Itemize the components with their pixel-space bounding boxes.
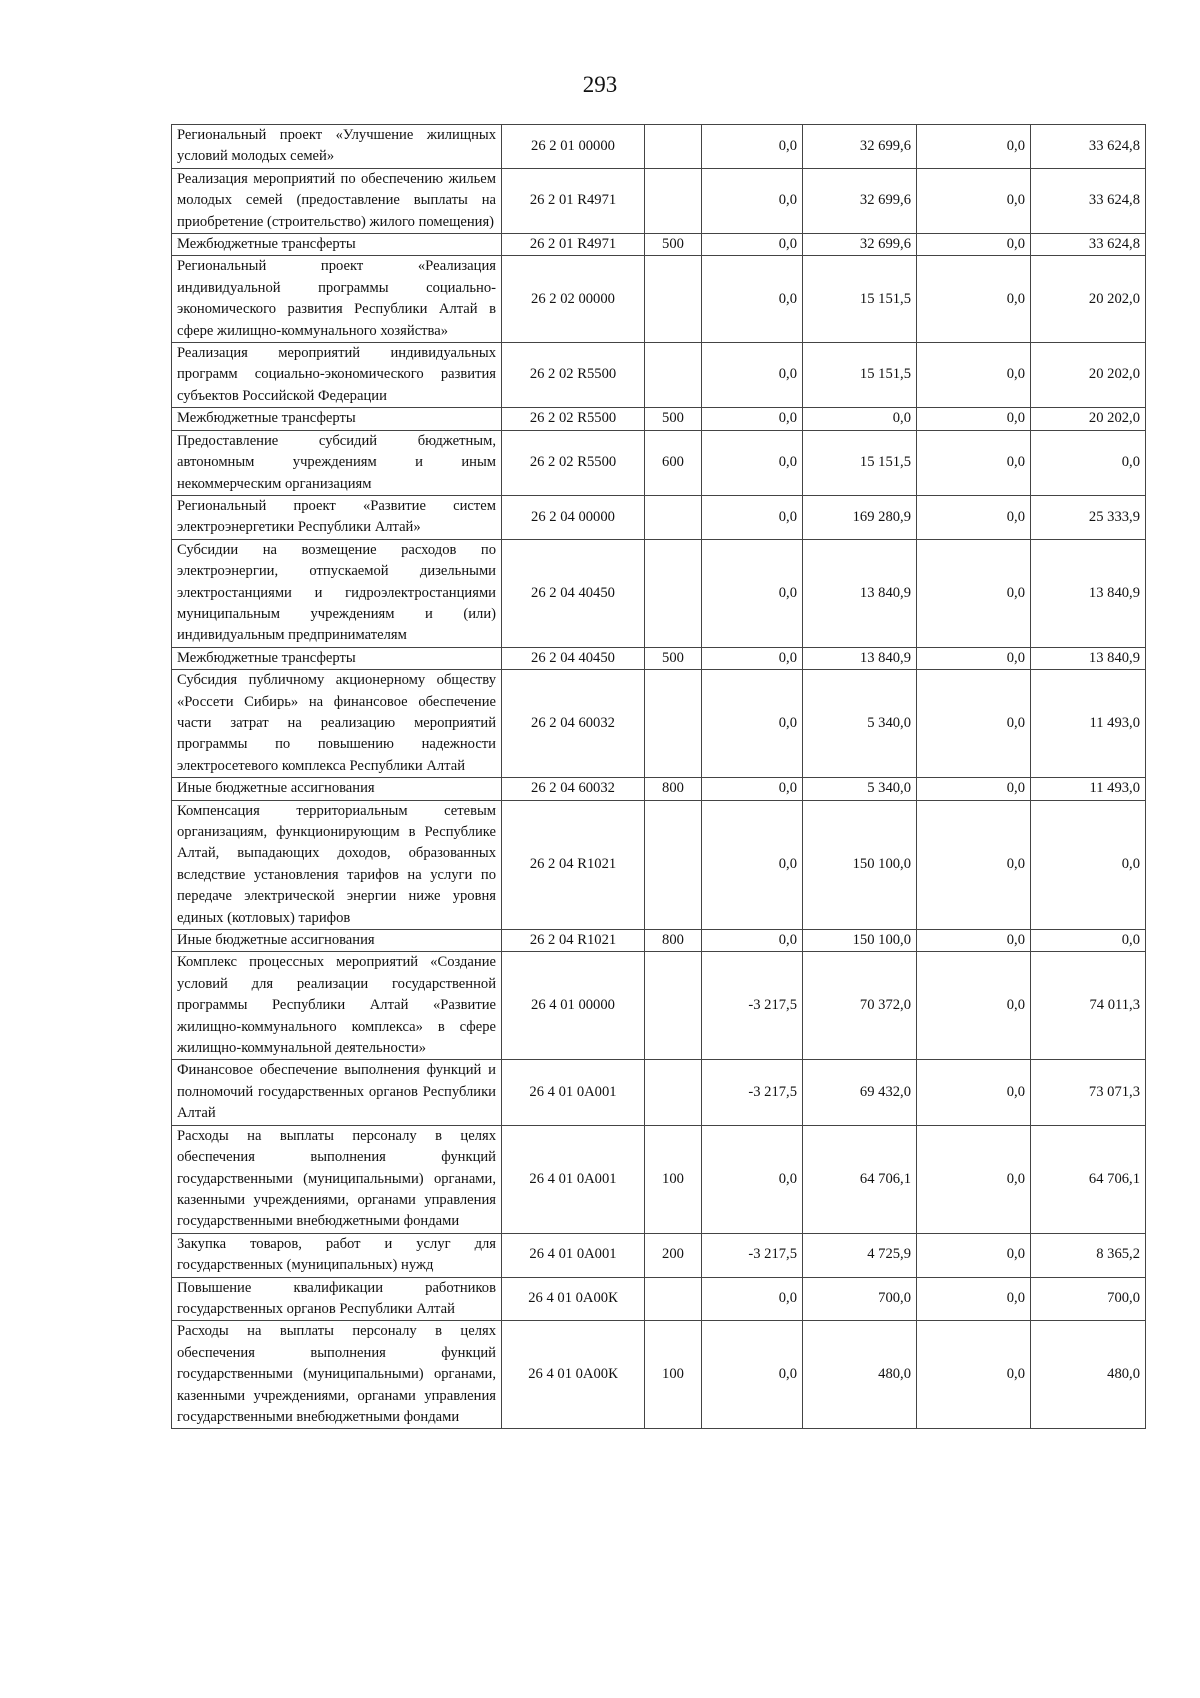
amount-year-2: 11 493,0 [1031, 670, 1146, 778]
row-name: Компенсация территориальным сетевым организациям, функционирующим в Республике Алтай, выпадающих доходов, образованных вследствие установления тарифов на услуги по передаче электрической энергии ниже уровня единых (котловых) тарифов [172, 800, 502, 929]
table-row [172, 800, 1146, 929]
target-article-code: 26 4 01 0А001 [502, 1060, 645, 1125]
expense-type-code [645, 495, 702, 539]
row-name: Иные бюджетные ассигнования [172, 930, 502, 952]
amount-change: 0,0 [702, 343, 803, 408]
row-name: Повышение квалификации работников государственных органов Республики Алтай [172, 1277, 502, 1321]
amount-year-1: 150 100,0 [803, 930, 917, 952]
row-name: Комплекс процессных мероприятий «Создание условий для реализации государственной программы Республики Алтай «Развитие жилищно-коммунального комплекса» в сфере жилищно-коммунальной деятельности» [172, 952, 502, 1060]
amount-year-2: 480,0 [1031, 1321, 1146, 1429]
amount-change-2: 0,0 [917, 234, 1031, 256]
amount-year-1: 32 699,6 [803, 168, 917, 233]
amount-year-1: 32 699,6 [803, 125, 917, 169]
amount-year-1: 70 372,0 [803, 952, 917, 1060]
amount-change: 0,0 [702, 539, 803, 647]
row-name: Субсидия публичному акционерному обществу «Россети Сибирь» на финансовое обеспечение части затрат на реализацию мероприятий программы по повышению надежности электросетевого комплекса Республики Алтай [172, 670, 502, 778]
amount-change: 0,0 [702, 495, 803, 539]
expense-type-code [645, 343, 702, 408]
amount-change: 0,0 [702, 670, 803, 778]
table-row [172, 1321, 1146, 1429]
amount-year-1: 15 151,5 [803, 256, 917, 343]
expense-type-code [645, 168, 702, 233]
amount-year-2: 11 493,0 [1031, 778, 1146, 800]
amount-year-1: 13 840,9 [803, 539, 917, 647]
table-row [172, 495, 1146, 539]
amount-year-2: 33 624,8 [1031, 125, 1146, 169]
expense-type-code [645, 125, 702, 169]
row-name: Реализация мероприятий по обеспечению жильем молодых семей (предоставление выплаты на приобретение (строительство) жилого помещения) [172, 168, 502, 233]
expense-type-code: 200 [645, 1233, 702, 1277]
amount-change: 0,0 [702, 168, 803, 233]
amount-change-2: 0,0 [917, 256, 1031, 343]
expense-type-code: 500 [645, 647, 702, 669]
amount-year-1: 15 151,5 [803, 343, 917, 408]
budget-table [171, 124, 1146, 1429]
expense-type-code: 600 [645, 430, 702, 495]
target-article-code: 26 2 04 60032 [502, 778, 645, 800]
amount-change-2: 0,0 [917, 343, 1031, 408]
table-row [172, 168, 1146, 233]
table-row [172, 647, 1146, 669]
table-row [172, 408, 1146, 430]
table-row [172, 670, 1146, 778]
row-name: Иные бюджетные ассигнования [172, 778, 502, 800]
amount-year-1: 5 340,0 [803, 670, 917, 778]
expense-type-code: 100 [645, 1321, 702, 1429]
target-article-code: 26 4 01 0А00К [502, 1321, 645, 1429]
amount-year-2: 64 706,1 [1031, 1125, 1146, 1233]
amount-change-2: 0,0 [917, 1125, 1031, 1233]
target-article-code: 26 2 04 60032 [502, 670, 645, 778]
target-article-code: 26 2 02 R5500 [502, 408, 645, 430]
amount-change-2: 0,0 [917, 778, 1031, 800]
amount-year-2: 0,0 [1031, 430, 1146, 495]
amount-year-2: 73 071,3 [1031, 1060, 1146, 1125]
amount-change-2: 0,0 [917, 1060, 1031, 1125]
amount-change: -3 217,5 [702, 1233, 803, 1277]
amount-change-2: 0,0 [917, 430, 1031, 495]
amount-year-1: 13 840,9 [803, 647, 917, 669]
target-article-code: 26 2 04 00000 [502, 495, 645, 539]
amount-change-2: 0,0 [917, 800, 1031, 929]
row-name: Региональный проект «Развитие систем электроэнергетики Республики Алтай» [172, 495, 502, 539]
expense-type-code [645, 800, 702, 929]
amount-year-2: 20 202,0 [1031, 343, 1146, 408]
table-row [172, 1233, 1146, 1277]
target-article-code: 26 2 02 R5500 [502, 430, 645, 495]
amount-change: 0,0 [702, 1125, 803, 1233]
amount-change-2: 0,0 [917, 539, 1031, 647]
table-row [172, 1125, 1146, 1233]
table-row [172, 1060, 1146, 1125]
amount-change: 0,0 [702, 256, 803, 343]
expense-type-code [645, 1277, 702, 1321]
page-number: 293 [582, 72, 618, 97]
expense-type-code: 500 [645, 234, 702, 256]
amount-year-2: 13 840,9 [1031, 647, 1146, 669]
amount-change: 0,0 [702, 800, 803, 929]
row-name: Расходы на выплаты персоналу в целях обеспечения выполнения функций государственными (муниципальными) органами, казенными учреждениями, органами управления государственными внебюджетными фондами [172, 1125, 502, 1233]
target-article-code: 26 2 01 00000 [502, 125, 645, 169]
row-name: Межбюджетные трансферты [172, 408, 502, 430]
amount-change-2: 0,0 [917, 952, 1031, 1060]
target-article-code: 26 4 01 0А001 [502, 1233, 645, 1277]
amount-change-2: 0,0 [917, 168, 1031, 233]
table-row [172, 952, 1146, 1060]
amount-year-2: 33 624,8 [1031, 234, 1146, 256]
amount-year-1: 15 151,5 [803, 430, 917, 495]
target-article-code: 26 4 01 00000 [502, 952, 645, 1060]
amount-year-1: 32 699,6 [803, 234, 917, 256]
amount-change: 0,0 [702, 234, 803, 256]
amount-change: -3 217,5 [702, 1060, 803, 1125]
amount-change-2: 0,0 [917, 1321, 1031, 1429]
amount-year-2: 700,0 [1031, 1277, 1146, 1321]
expense-type-code: 500 [645, 408, 702, 430]
amount-year-1: 64 706,1 [803, 1125, 917, 1233]
amount-year-1: 700,0 [803, 1277, 917, 1321]
amount-change-2: 0,0 [917, 495, 1031, 539]
expense-type-code: 800 [645, 930, 702, 952]
amount-change-2: 0,0 [917, 125, 1031, 169]
amount-year-2: 33 624,8 [1031, 168, 1146, 233]
table-row [172, 343, 1146, 408]
amount-change: 0,0 [702, 647, 803, 669]
target-article-code: 26 2 04 40450 [502, 539, 645, 647]
table-row [172, 430, 1146, 495]
amount-change-2: 0,0 [917, 930, 1031, 952]
amount-year-2: 20 202,0 [1031, 408, 1146, 430]
row-name: Предоставление субсидий бюджетным, автономным учреждениям и иным некоммерческим организациям [172, 430, 502, 495]
amount-change: 0,0 [702, 125, 803, 169]
row-name: Закупка товаров, работ и услуг для государственных (муниципальных) нужд [172, 1233, 502, 1277]
expense-type-code [645, 670, 702, 778]
row-name: Региональный проект «Улучшение жилищных условий молодых семей» [172, 125, 502, 169]
amount-change-2: 0,0 [917, 1233, 1031, 1277]
amount-year-1: 5 340,0 [803, 778, 917, 800]
target-article-code: 26 2 01 R4971 [502, 234, 645, 256]
target-article-code: 26 4 01 0А001 [502, 1125, 645, 1233]
row-name: Субсидии на возмещение расходов по электроэнергии, отпускаемой дизельными электростанциями и гидроэлектростанциями муниципальным учреждениям и (или) индивидуальным предпринимателям [172, 539, 502, 647]
amount-year-1: 4 725,9 [803, 1233, 917, 1277]
table-row [172, 778, 1146, 800]
expense-type-code: 100 [645, 1125, 702, 1233]
expense-type-code [645, 539, 702, 647]
expense-type-code [645, 256, 702, 343]
amount-year-2: 20 202,0 [1031, 256, 1146, 343]
amount-year-1: 169 280,9 [803, 495, 917, 539]
table-row [172, 125, 1146, 169]
row-name: Расходы на выплаты персоналу в целях обеспечения выполнения функций государственными (муниципальными) органами, казенными учреждениями, органами управления государственными внебюджетными фондами [172, 1321, 502, 1429]
row-name: Межбюджетные трансферты [172, 647, 502, 669]
amount-change: -3 217,5 [702, 952, 803, 1060]
amount-change-2: 0,0 [917, 647, 1031, 669]
amount-change-2: 0,0 [917, 670, 1031, 778]
table-row [172, 1277, 1146, 1321]
amount-change: 0,0 [702, 778, 803, 800]
amount-year-1: 0,0 [803, 408, 917, 430]
expense-type-code: 800 [645, 778, 702, 800]
target-article-code: 26 2 02 R5500 [502, 343, 645, 408]
table-row [172, 256, 1146, 343]
amount-change-2: 0,0 [917, 408, 1031, 430]
amount-year-2: 13 840,9 [1031, 539, 1146, 647]
row-name: Межбюджетные трансферты [172, 234, 502, 256]
expense-type-code [645, 1060, 702, 1125]
target-article-code: 26 2 04 R1021 [502, 800, 645, 929]
amount-year-1: 480,0 [803, 1321, 917, 1429]
table-row [172, 930, 1146, 952]
amount-change: 0,0 [702, 930, 803, 952]
amount-year-2: 0,0 [1031, 930, 1146, 952]
target-article-code: 26 2 02 00000 [502, 256, 645, 343]
table-row [172, 234, 1146, 256]
amount-change: 0,0 [702, 1277, 803, 1321]
amount-year-2: 0,0 [1031, 800, 1146, 929]
target-article-code: 26 2 04 40450 [502, 647, 645, 669]
amount-year-1: 69 432,0 [803, 1060, 917, 1125]
amount-year-2: 74 011,3 [1031, 952, 1146, 1060]
amount-change: 0,0 [702, 1321, 803, 1429]
amount-change: 0,0 [702, 430, 803, 495]
amount-change-2: 0,0 [917, 1277, 1031, 1321]
target-article-code: 26 4 01 0А00К [502, 1277, 645, 1321]
expense-type-code [645, 952, 702, 1060]
amount-year-2: 8 365,2 [1031, 1233, 1146, 1277]
row-name: Финансовое обеспечение выполнения функций и полномочий государственных органов Республики Алтай [172, 1060, 502, 1125]
row-name: Региональный проект «Реализация индивидуальной программы социально-экономического развития Республики Алтай в сфере жилищно-коммунального хозяйства» [172, 256, 502, 343]
table-row [172, 539, 1146, 647]
amount-year-1: 150 100,0 [803, 800, 917, 929]
amount-year-2: 25 333,9 [1031, 495, 1146, 539]
amount-change: 0,0 [702, 408, 803, 430]
target-article-code: 26 2 04 R1021 [502, 930, 645, 952]
target-article-code: 26 2 01 R4971 [502, 168, 645, 233]
row-name: Реализация мероприятий индивидуальных программ социально-экономического развития субъектов Российской Федерации [172, 343, 502, 408]
